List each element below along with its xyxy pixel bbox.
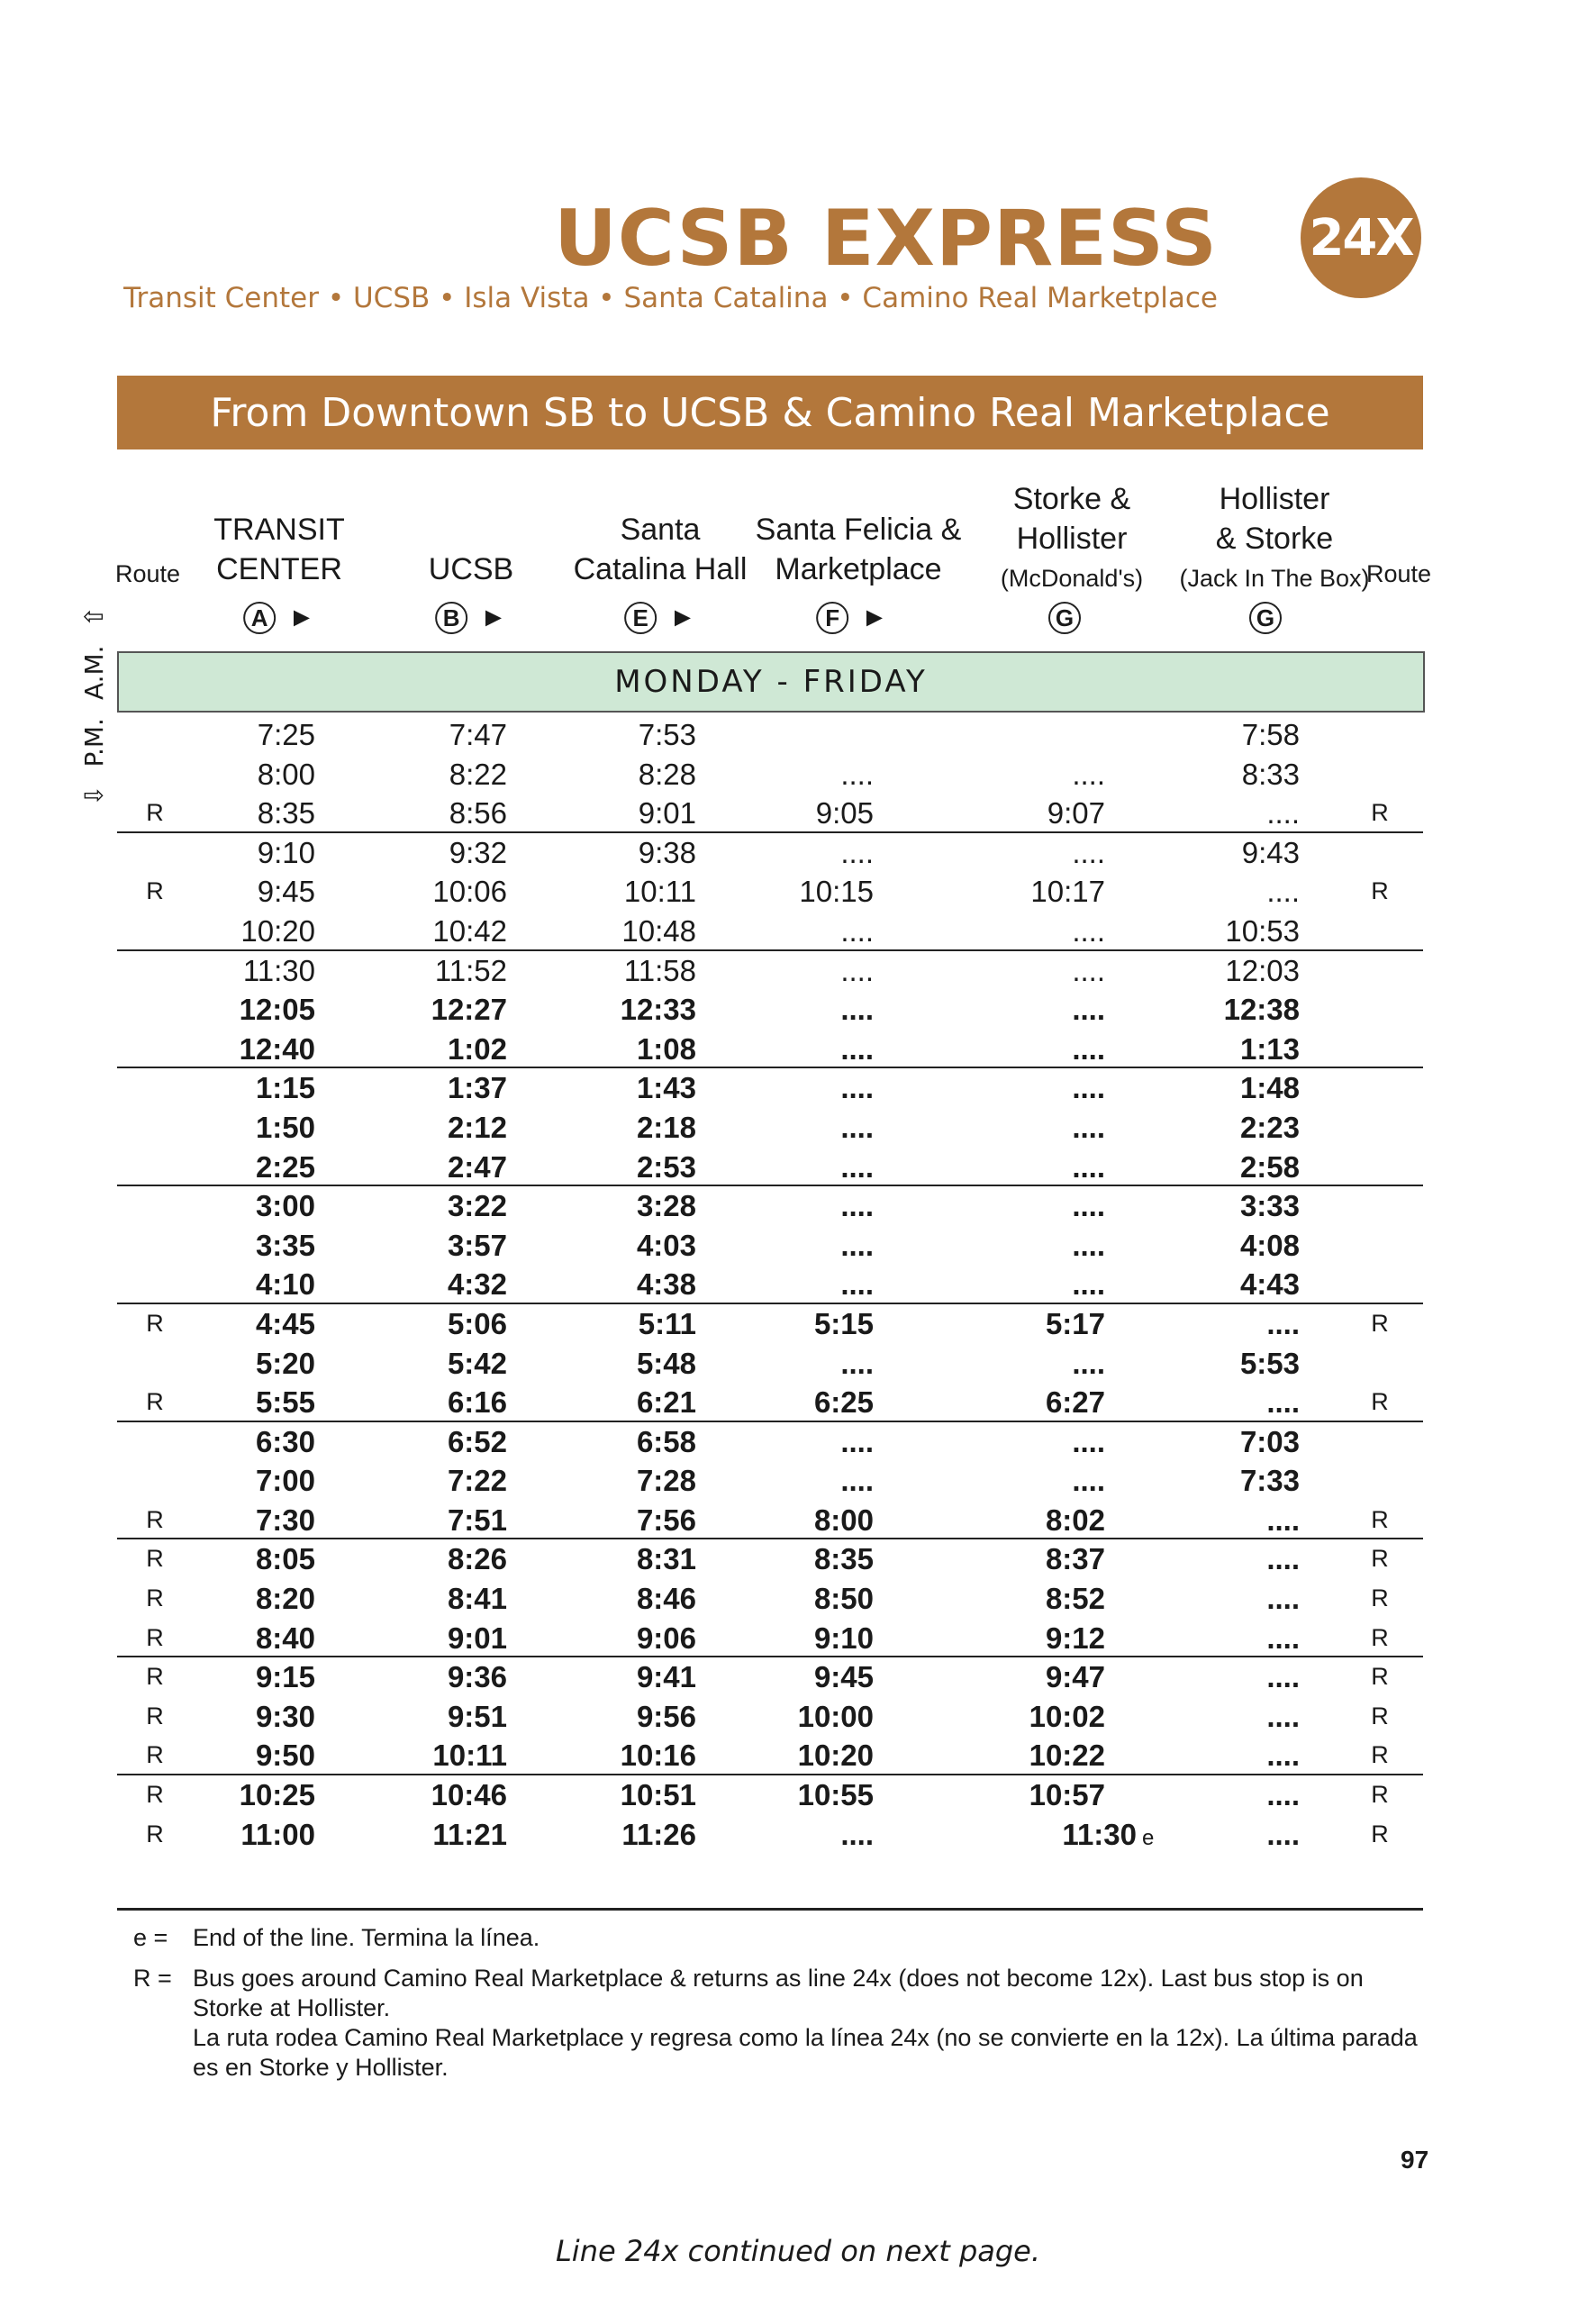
cell-b: 7:22: [447, 1464, 507, 1498]
cell-g1: ....: [1072, 1071, 1105, 1105]
cell-b: 8:22: [449, 757, 507, 791]
cell-a: 6:30: [255, 1424, 315, 1458]
table-row: [117, 872, 1423, 912]
table-row: [117, 1736, 1423, 1775]
timepoint-a: [243, 602, 315, 634]
cell-g1: 11:30: [1062, 1817, 1137, 1851]
cell-e: 10:16: [620, 1739, 696, 1773]
cell-a: 8:00: [257, 757, 315, 791]
cell-b: 7:51: [447, 1503, 507, 1537]
table-row: [117, 1148, 1423, 1187]
cell-e: 12:33: [620, 993, 696, 1027]
table-row: [117, 715, 1423, 755]
cell-f: ....: [840, 953, 874, 987]
cell-b: 8:41: [447, 1582, 507, 1616]
cell-e: 1:43: [636, 1071, 696, 1105]
cell-g2: ....: [1266, 1385, 1300, 1420]
cell-a: 10:25: [239, 1778, 315, 1812]
cell-a: 9:50: [255, 1739, 315, 1773]
cell-r2: R: [1371, 1663, 1389, 1691]
cell-a: 12:05: [239, 993, 315, 1027]
cell-r2: R: [1371, 1702, 1389, 1730]
cell-f: 5:15: [813, 1306, 874, 1340]
cell-f: 10:00: [797, 1699, 874, 1733]
cell-b: 2:12: [447, 1110, 507, 1144]
cell-g2: ....: [1266, 796, 1300, 831]
cell-f: ....: [840, 1189, 874, 1223]
cell-g2: 5:53: [1239, 1346, 1300, 1380]
timepoint-b: [435, 602, 507, 634]
header-ucsb: UCSB: [428, 552, 514, 586]
cell-b: 1:02: [447, 1031, 507, 1066]
cell-b: 5:42: [447, 1346, 507, 1380]
cell-f: 9:10: [813, 1621, 874, 1655]
footnote-divider: [117, 1908, 1423, 1911]
cell-r1: R: [146, 1781, 164, 1809]
cell-a: 8:35: [257, 796, 315, 831]
cell-f: 8:50: [813, 1582, 874, 1616]
cell-r2: R: [1371, 1388, 1389, 1416]
cell-g2: 8:33: [1241, 757, 1300, 791]
cell-e: 9:41: [636, 1660, 696, 1694]
cell-f: 9:45: [813, 1660, 874, 1694]
cell-g1: 9:47: [1045, 1660, 1105, 1694]
header-storke-hollister: Storke & Hollister (McDonald's): [1000, 482, 1144, 592]
table-row: [117, 1657, 1423, 1697]
cell-f: ....: [840, 993, 874, 1027]
cell-r2: R: [1371, 1820, 1389, 1848]
table-row: [117, 1619, 1423, 1658]
timepoint-f: [816, 602, 888, 634]
cell-a: 9:10: [257, 835, 315, 869]
cell-g1: 10:57: [1029, 1778, 1105, 1812]
cell-b: 11:21: [432, 1817, 507, 1851]
day-band: MONDAY - FRIDAY: [117, 651, 1425, 713]
timepoint-g-icon: G: [1249, 602, 1282, 634]
table-row: [117, 1344, 1423, 1384]
cell-g1: 9:07: [1047, 796, 1105, 831]
timepoint-e: [624, 602, 696, 634]
end-of-line-note: e: [1142, 1825, 1155, 1850]
cell-g2: ....: [1266, 1739, 1300, 1773]
cell-f: 9:05: [815, 796, 874, 831]
cell-e: 1:08: [636, 1031, 696, 1066]
cell-r1: R: [146, 1820, 164, 1848]
table-row: [117, 990, 1423, 1030]
cell-e: 8:31: [636, 1542, 696, 1576]
table-row: [117, 1030, 1423, 1069]
table-row: [117, 755, 1423, 794]
cell-r1: R: [146, 1741, 164, 1769]
cell-e: 11:58: [623, 953, 696, 987]
timepoint-b-icon: B: [435, 602, 467, 634]
cell-r1: R: [146, 1663, 164, 1691]
cell-a: 3:35: [255, 1228, 315, 1262]
cell-g2: 7:33: [1239, 1464, 1300, 1498]
header-santa-felicia: Santa Felicia & Marketplace: [755, 513, 962, 586]
timepoint-e-icon: E: [624, 602, 657, 634]
cell-f: ....: [840, 1031, 874, 1066]
cell-g2: 1:13: [1239, 1031, 1300, 1066]
cell-g2: 7:03: [1239, 1424, 1300, 1458]
cell-g2: ....: [1266, 1778, 1300, 1812]
cell-e: 2:18: [636, 1110, 696, 1144]
page-number: 97: [1401, 2146, 1429, 2174]
cell-f: ....: [840, 1424, 874, 1458]
cell-g1: ....: [1072, 1464, 1105, 1498]
cell-g1: 6:27: [1045, 1385, 1105, 1420]
cell-a: 9:30: [255, 1699, 315, 1733]
continued-note: Line 24x continued on next page.: [555, 2234, 1041, 2268]
cell-g1: ....: [1072, 1189, 1105, 1223]
cell-f: ....: [840, 1228, 874, 1262]
cell-e: 7:28: [636, 1464, 696, 1498]
cell-g2: ....: [1266, 1542, 1300, 1576]
cell-b: 3:22: [447, 1189, 507, 1223]
cell-g2: 12:38: [1223, 993, 1300, 1027]
table-row: [117, 1461, 1423, 1501]
cell-g1: ....: [1072, 953, 1105, 987]
am-pm-side-label: ⇩P.M.A.M.⇧: [79, 605, 109, 806]
cell-g1: ....: [1072, 835, 1105, 869]
cell-g1: 9:12: [1045, 1621, 1105, 1655]
cell-e: 5:48: [636, 1346, 696, 1380]
table-row: [117, 951, 1423, 991]
cell-b: 12:27: [431, 993, 507, 1027]
cell-b: 5:06: [447, 1306, 507, 1340]
arrow-right-icon: ►: [669, 603, 696, 632]
table-row: [117, 1539, 1423, 1579]
cell-a: 7:00: [255, 1464, 315, 1498]
cell-g2: ....: [1266, 1699, 1300, 1733]
cell-a: 5:20: [255, 1346, 315, 1380]
cell-r2: R: [1371, 1781, 1389, 1809]
cell-g1: 8:37: [1045, 1542, 1105, 1576]
cell-b: 6:52: [447, 1424, 507, 1458]
cell-g1: ....: [1072, 1149, 1105, 1184]
cell-a: 9:15: [255, 1660, 315, 1694]
cell-f: ....: [840, 1149, 874, 1184]
cell-a: 10:20: [240, 913, 315, 948]
header-santa-catalina: Santa Catalina Hall: [573, 513, 748, 586]
cell-g1: 5:17: [1045, 1306, 1105, 1340]
cell-r2: R: [1371, 1623, 1389, 1651]
cell-e: 9:38: [638, 835, 696, 869]
cell-e: 4:03: [636, 1228, 696, 1262]
cell-e: 8:46: [636, 1582, 696, 1616]
cell-b: 3:57: [447, 1228, 507, 1262]
cell-e: 2:53: [636, 1149, 696, 1184]
cell-f: ....: [840, 1817, 874, 1851]
cell-g1: 10:17: [1030, 875, 1105, 909]
cell-f: ....: [840, 757, 874, 791]
page-title: UCSB EXPRESS: [553, 194, 1218, 284]
cell-g1: ....: [1072, 1228, 1105, 1262]
cell-b: 2:47: [447, 1149, 507, 1184]
table-row: [117, 1265, 1423, 1304]
cell-g2: 4:08: [1239, 1228, 1300, 1262]
cell-f: ....: [840, 1267, 874, 1302]
table-row: [117, 794, 1423, 833]
timepoint-a-icon: A: [243, 602, 276, 634]
cell-r2: R: [1371, 799, 1389, 827]
cell-g2: 3:33: [1239, 1189, 1300, 1223]
cell-b: 10:42: [432, 913, 507, 948]
cell-a: 11:00: [240, 1817, 315, 1851]
cell-g2: ....: [1266, 1306, 1300, 1340]
cell-g1: ....: [1072, 993, 1105, 1027]
cell-a: 11:30: [242, 953, 315, 987]
table-row: [117, 1304, 1423, 1344]
cell-b: 8:26: [447, 1542, 507, 1576]
route-header-left: Route: [114, 560, 181, 587]
cell-e: 11:26: [621, 1817, 696, 1851]
timepoint-g-1: [1048, 602, 1081, 634]
cell-b: 9:01: [447, 1621, 507, 1655]
cell-r1: R: [146, 1505, 164, 1533]
cell-g2: ....: [1266, 1582, 1300, 1616]
cell-f: ....: [840, 1346, 874, 1380]
cell-g2: ....: [1266, 875, 1300, 909]
cell-e: 10:11: [623, 875, 696, 909]
cell-f: ....: [840, 835, 874, 869]
table-row: [117, 1383, 1423, 1422]
cell-g1: ....: [1072, 1346, 1105, 1380]
cell-f: 6:25: [813, 1385, 874, 1420]
cell-r1: R: [146, 799, 164, 827]
cell-e: 6:21: [636, 1385, 696, 1420]
arrow-right-icon: ►: [480, 603, 507, 632]
cell-e: 10:48: [621, 913, 696, 948]
cell-b: 9:32: [449, 835, 507, 869]
table-row: [117, 1186, 1423, 1226]
table-row: [117, 1579, 1423, 1619]
cell-g1: ....: [1072, 1110, 1105, 1144]
cell-g1: ....: [1072, 1031, 1105, 1066]
route-subtitle: Transit Center • UCSB • Isla Vista • Santa Catalina • Camino Real Marketplace: [123, 282, 1218, 314]
cell-f: ....: [840, 1071, 874, 1105]
cell-e: 4:38: [636, 1267, 696, 1302]
cell-g2: 1:48: [1239, 1071, 1300, 1105]
table-row: [117, 1108, 1423, 1148]
cell-a: 8:20: [255, 1582, 315, 1616]
cell-r1: R: [146, 1545, 164, 1573]
table-row: [117, 1226, 1423, 1266]
cell-e: 3:28: [636, 1189, 696, 1223]
cell-r1: R: [146, 1388, 164, 1416]
cell-b: 6:16: [447, 1385, 507, 1420]
cell-f: ....: [840, 913, 874, 948]
cell-a: 4:10: [255, 1267, 315, 1302]
cell-f: 10:15: [799, 875, 874, 909]
cell-r2: R: [1371, 1545, 1389, 1573]
cell-e: 5:11: [638, 1306, 696, 1340]
cell-g1: ....: [1072, 1424, 1105, 1458]
cell-g2: 4:43: [1239, 1267, 1300, 1302]
cell-e: 8:28: [638, 757, 696, 791]
arrow-up-icon: ⇧: [79, 605, 109, 628]
cell-g1: 8:52: [1045, 1582, 1105, 1616]
cell-f: 8:35: [813, 1542, 874, 1576]
cell-a: 1:50: [255, 1110, 315, 1144]
cell-r2: R: [1371, 1741, 1389, 1769]
cell-g2: 9:43: [1241, 835, 1300, 869]
cell-a: 8:40: [255, 1621, 315, 1655]
cell-e: 7:53: [638, 718, 696, 751]
cell-e: 9:56: [636, 1699, 696, 1733]
table-row: [117, 1501, 1423, 1540]
cell-a: 4:45: [255, 1306, 315, 1340]
cell-g2: 10:53: [1225, 913, 1300, 948]
schedule-table: [117, 715, 1423, 1854]
cell-e: 9:01: [638, 796, 696, 831]
route-badge: 24X: [1301, 177, 1421, 298]
cell-a: 7:30: [255, 1503, 315, 1537]
cell-r1: R: [146, 1702, 164, 1730]
route-header-right: Route: [1365, 560, 1432, 587]
cell-r1: R: [146, 1584, 164, 1612]
cell-b: 8:56: [449, 796, 507, 831]
header-transit-center: TRANSIT CENTER: [213, 513, 345, 586]
timepoint-f-icon: F: [816, 602, 848, 634]
cell-e: 10:51: [620, 1778, 696, 1812]
table-row: [117, 1697, 1423, 1737]
cell-g1: ....: [1072, 757, 1105, 791]
direction-banner: From Downtown SB to UCSB & Camino Real Marketplace: [117, 376, 1423, 449]
cell-r1: R: [146, 877, 164, 905]
cell-g2: 2:23: [1239, 1110, 1300, 1144]
cell-b: 10:11: [432, 1739, 507, 1773]
cell-g2: ....: [1266, 1660, 1300, 1694]
cell-r1: R: [146, 1623, 164, 1651]
cell-a: 2:25: [255, 1149, 315, 1184]
cell-a: 3:00: [255, 1189, 315, 1223]
cell-b: 9:36: [447, 1660, 507, 1694]
cell-g1: ....: [1072, 1267, 1105, 1302]
cell-a: 1:15: [255, 1071, 315, 1105]
cell-r2: R: [1371, 1505, 1389, 1533]
cell-b: 7:47: [449, 718, 507, 751]
cell-g2: 2:58: [1239, 1149, 1300, 1184]
cell-r2: R: [1371, 877, 1389, 905]
table-row: [117, 833, 1423, 873]
cell-a: 7:25: [257, 718, 315, 751]
cell-r2: R: [1371, 1309, 1389, 1337]
arrow-down-icon: ⇩: [79, 785, 109, 806]
cell-f: 8:00: [813, 1503, 874, 1537]
cell-a: 5:55: [255, 1385, 315, 1420]
cell-g2: 12:03: [1225, 953, 1300, 987]
cell-b: 10:06: [432, 875, 507, 909]
cell-b: 1:37: [447, 1071, 507, 1105]
cell-g2: ....: [1266, 1621, 1300, 1655]
table-row: [117, 1775, 1423, 1815]
table-row: [117, 1422, 1423, 1462]
cell-e: 9:06: [636, 1621, 696, 1655]
cell-g1: 10:02: [1029, 1699, 1105, 1733]
cell-g1: ....: [1072, 913, 1105, 948]
cell-b: 4:32: [447, 1267, 507, 1302]
cell-r1: R: [146, 1309, 164, 1337]
cell-g2: ....: [1266, 1817, 1300, 1851]
arrow-right-icon: ►: [288, 603, 315, 632]
cell-g2: 7:58: [1241, 718, 1300, 751]
timepoint-g-2: [1249, 602, 1282, 634]
cell-b: 11:52: [434, 953, 507, 987]
timepoint-g-icon: G: [1048, 602, 1081, 634]
table-row: [117, 1815, 1423, 1855]
cell-g1: 8:02: [1045, 1503, 1105, 1537]
cell-b: 10:46: [431, 1778, 507, 1812]
table-row: [117, 1068, 1423, 1108]
cell-a: 12:40: [239, 1031, 315, 1066]
cell-a: 8:05: [255, 1542, 315, 1576]
cell-f: ....: [840, 1464, 874, 1498]
cell-r2: R: [1371, 1584, 1389, 1612]
cell-e: 6:58: [636, 1424, 696, 1458]
cell-g2: ....: [1266, 1503, 1300, 1537]
cell-f: 10:20: [797, 1739, 874, 1773]
cell-e: 7:56: [636, 1503, 696, 1537]
arrow-right-icon: ►: [861, 603, 888, 632]
cell-f: 10:55: [797, 1778, 874, 1812]
cell-a: 9:45: [257, 875, 315, 909]
cell-f: ....: [840, 1110, 874, 1144]
table-row: [117, 912, 1423, 951]
cell-b: 9:51: [447, 1699, 507, 1733]
header-hollister-storke: Hollister & Storke (Jack In The Box): [1179, 482, 1370, 592]
cell-g1: 10:22: [1029, 1739, 1105, 1773]
